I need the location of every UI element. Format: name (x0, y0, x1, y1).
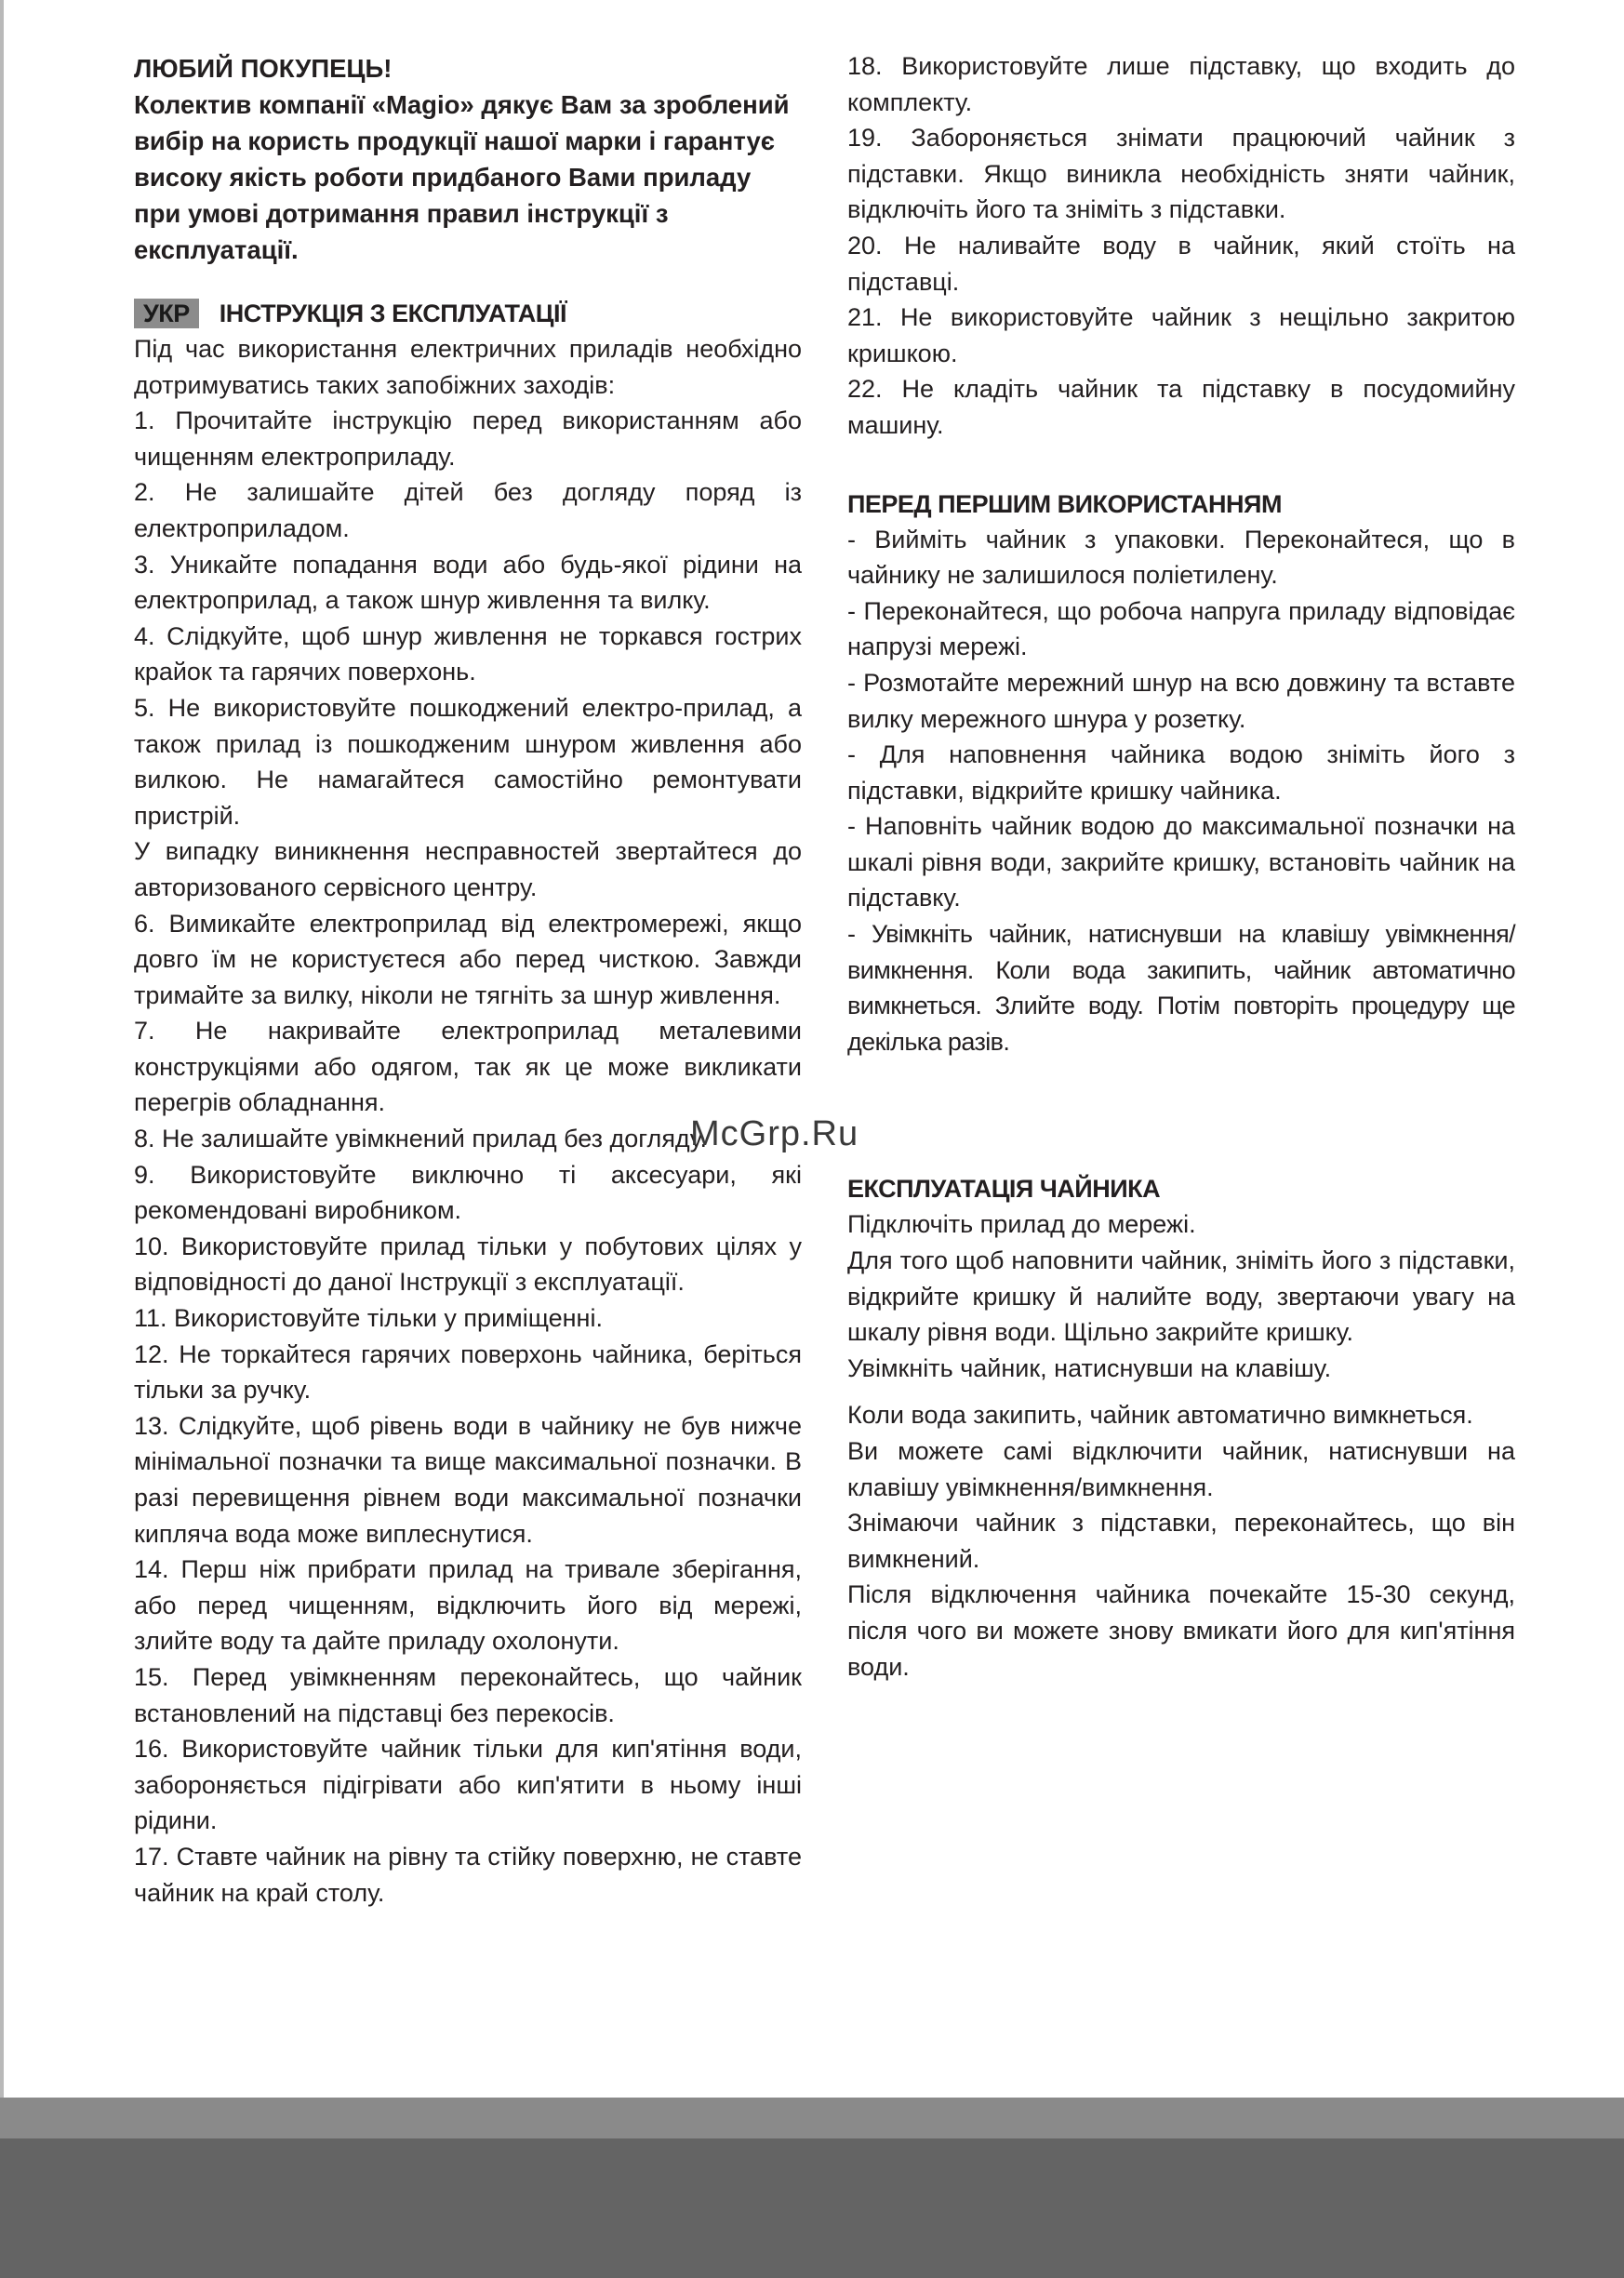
list-item: - Переконайтеся, що робоча напруга приладу відповідає напрузі мережі. (847, 596, 1515, 661)
list-item: 16. Використовуйте чайник тільки для кип'ятіння води, забороняється підігрівати або кип'ятити в ньому інші рідини. (134, 1735, 802, 1835)
footer-band-light (0, 2098, 1624, 2138)
right-column (847, 48, 1515, 1685)
list-item: 14. Перш ніж прибрати прилад на тривале зберігання, або перед чищенням, відключить його від мережі, злийте воду та дайте приладу охолонути. (134, 1555, 802, 1656)
list-item: Для того щоб наповнити чайник, зніміть його з підставки, відкрийте кришку й налийте воду, звертаючи увагу на шкалу рівня води. Щільно закрийте кришку. (847, 1246, 1515, 1347)
greeting-block (134, 50, 802, 268)
list-item: Підключіть прилад до мережі. (847, 1210, 1196, 1239)
greeting-body: Колектив компанії «Magio» дякує Вам за зроблений вибір на користь продукції нашої марки і гарантує високу якість роботи придбаного Вами приладу при умові дотримання правил інструкції з експлуатації. (134, 90, 790, 264)
list-item: 2. Не залишайте дітей без догляду поряд із електроприладом. (134, 478, 802, 542)
list-item: - Увімкніть чайник, натиснувши на клавішу увімкнення/вимкнення. Коли вода закипить, чайник автоматично вимкнеться. Злийте воду. Потім повторіть процедуру ще декілька разів. (847, 920, 1515, 1056)
list-item: 8. Не залишайте увімкнений прилад без догляду. (134, 1125, 707, 1153)
greeting-title: ЛЮБИЙ ПОКУПЕЦЬ! (134, 54, 393, 83)
first-use-heading: ПЕРЕД ПЕРШИМ ВИКОРИСТАННЯМ (847, 489, 1282, 518)
list-item: - Вийміть чайник з упаковки. Переконайтеся, що в чайнику не залишилося поліетилену. (847, 525, 1515, 590)
language-tag: УКР (134, 299, 199, 328)
list-item: Знімаючи чайник з підставки, переконайтесь, що він вимкнений. (847, 1509, 1515, 1573)
list-item: 3. Уникайте попадання води або будь-якої рідини на електроприлад, а також шнур живлення та вилку. (134, 550, 802, 615)
instructions-title: ІНСТРУКЦІЯ З ЕКСПЛУАТАЦІЇ (219, 300, 566, 327)
list-item: 4. Слідкуйте, щоб шнур живлення не торкався гострих крайок та гарячих поверхонь. (134, 621, 802, 686)
footer-band-dark (0, 2138, 1624, 2278)
list-item: Після відключення чайника почекайте 15-30 секунд, після чого ви можете знову вмикати його для кип'ятіння води. (847, 1580, 1515, 1681)
list-item: 13. Слідкуйте, щоб рівень води в чайнику не був нижче мінімальної позначки та вище максимальної позначки. В разі перевищення рівнем води максимальної позначки кипляча вода може виплеснутися. (134, 1411, 802, 1548)
instructions-intro: Під час використання електричних приладів необхідно дотримуватись таких запобіжних заходів: (134, 335, 802, 399)
spacer (847, 444, 1515, 486)
list-item: Ви можете самі відключити чайник, натиснувши на клавішу увімкнення/вимкнення. (847, 1437, 1515, 1501)
list-item: 10. Використовуйте прилад тільки у побутових цілях у відповідності до даної Інструкції з експлуатації. (134, 1232, 802, 1297)
list-item: 7. Не накривайте електроприлад металевими конструкціями або одягом, так як це може викликати перегрів обладнання. (134, 1017, 802, 1117)
list-item: Увімкніть чайник, натиснувши на клавішу. (847, 1353, 1332, 1382)
list-item: 21. Не використовуйте чайник з нещільно закритою кришкою. (847, 303, 1515, 367)
left-column (134, 50, 802, 1911)
list-item: 19. Забороняється знімати працюючий чайник з підставки. Якщо виникла необхідність зняти чайник, відключіть його та зніміть з підставки. (847, 124, 1515, 224)
list-item: 6. Вимикайте електроприлад від електромережі, якщо довго їм не користуєтеся або перед чисткою. Завжди тримайте за вилку, ніколи не тягніть за шнур живлення. (134, 909, 802, 1009)
list-item: - Для наповнення чайника водою зніміть його з підставки, відкрийте кришку чайника. (847, 740, 1515, 805)
watermark-text: McGrp.Ru (690, 1114, 859, 1153)
spacer (847, 1386, 1515, 1397)
list-item: 17. Ставте чайник на рівну та стійку поверхню, не ставте чайник на край столу. (134, 1842, 802, 1907)
list-item: 18. Використовуйте лише підставку, що входить до комплекту. (847, 52, 1515, 116)
list-item: 15. Перед увімкненням переконайтесь, що чайник встановлений на підставці без перекосів. (134, 1662, 802, 1727)
list-item: 12. Не торкайтеся гарячих поверхонь чайника, беріться тільки за ручку. (134, 1339, 802, 1405)
list-item: 22. Не кладіть чайник та підставку в посудомийну машину. (847, 375, 1515, 439)
list-item: Коли вода закипить, чайник автоматично вимкнеться. (847, 1401, 1473, 1430)
instructions-heading (134, 296, 802, 331)
list-item: 9. Використовуйте виключно ті аксесуари, які рекомендовані виробником. (134, 1160, 802, 1225)
list-item: - Наповніть чайник водою до максимальної позначки на шкалі рівня води, закрийте кришку, встановіть чайник на підставку. (847, 812, 1515, 913)
list-item: 20. Не наливайте воду в чайник, який стоїть на підставці. (847, 231, 1515, 296)
page-edge (0, 0, 4, 2098)
list-item: 11. Використовуйте тільки у приміщенні. (134, 1304, 603, 1333)
operation-heading: ЕКСПЛУАТАЦІЯ ЧАЙНИКА (847, 1175, 1161, 1204)
list-item: 5. Не використовуйте пошкоджений електро-прилад, а також прилад із пошкодженим шнуром живлення або вилкою. Не намагайтеся самостійно ремонтувати пристрій. (134, 693, 802, 830)
list-item: 1. Прочитайте інструкцію перед використанням або чищенням електроприладу. (134, 406, 802, 471)
spacer (847, 1059, 1515, 1171)
list-item: У випадку виникнення несправностей звертайтеся до авторизованого сервісного центру. (134, 837, 802, 901)
list-item: - Розмотайте мережний шнур на всю довжину та вставте вилку мережного шнура у розетку. (847, 668, 1515, 733)
